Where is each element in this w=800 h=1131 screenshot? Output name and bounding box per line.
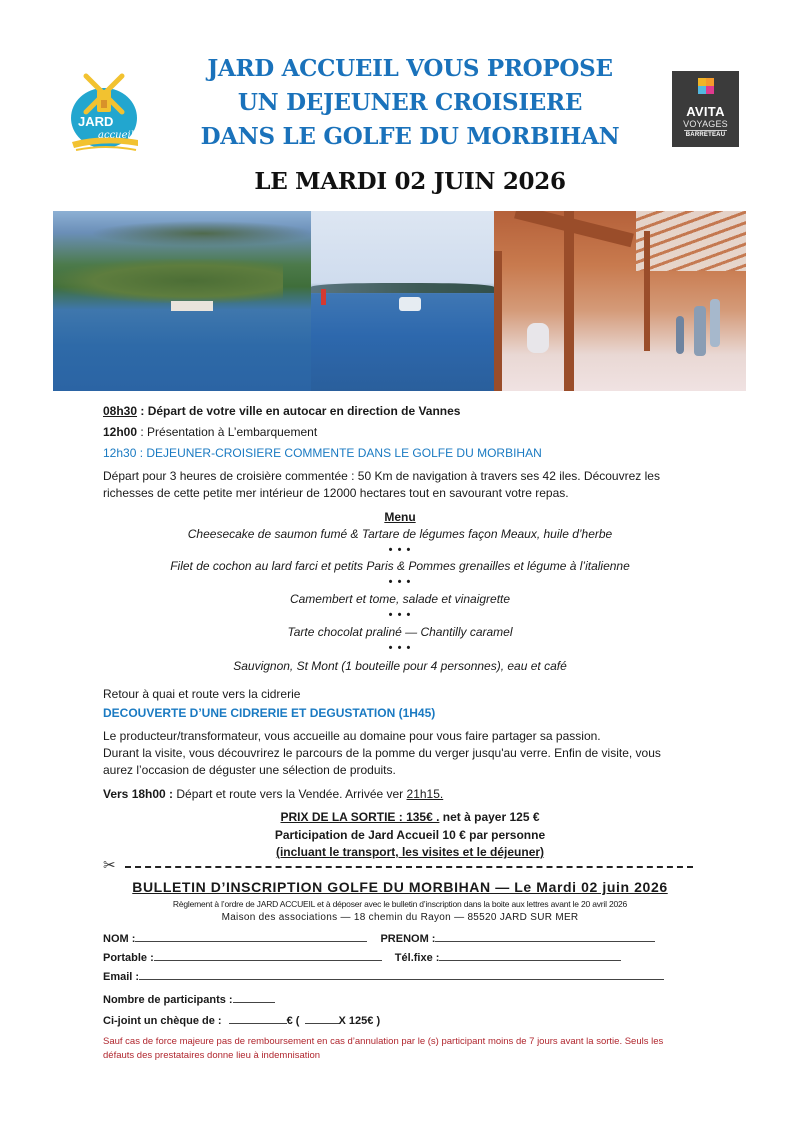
return-text: Retour à quai et route vers la cidrerie — [103, 687, 301, 701]
cruise-description: Départ pour 3 heures de croisière commentée : 50 Km de navigation à travers ses 42 iles. Découvrez les richesses de cette petite mer intérieur de 12000 hectares tout en savourant votre repas. — [103, 469, 660, 500]
participants-field[interactable] — [233, 993, 275, 1003]
title-line-1: JARD ACCUEIL VOUS PROPOSE — [207, 55, 613, 82]
program-time: 12h30 — [103, 446, 137, 460]
menu-separator: • • • — [388, 642, 412, 654]
program-time: 12h00 — [103, 425, 138, 439]
windmill-logo-icon — [66, 68, 144, 154]
avita-word: AVITA — [686, 104, 725, 119]
nom-label: NOM : — [103, 933, 136, 945]
price-line-2: Participation de Jard Accueil 10 € par personne — [274, 828, 546, 842]
program-time: 08h30 — [103, 404, 138, 418]
avita-voyages-logo — [672, 71, 739, 147]
cheque-amount-field[interactable] — [229, 1014, 287, 1024]
dashed-divider — [125, 866, 693, 868]
cancellation-disclaimer: Sauf cas de force majeure pas de remboursement en cas d’annulation par le (s) participant moins de 7 jours avant la sortie. Seuls les défauts des prestataires donne lieu à indemnisation — [103, 1036, 664, 1061]
cheque-currency: € ( — [286, 1015, 300, 1027]
menu-dish: Sauvignon, St Mont (1 bouteille pour 4 personnes), eau et café — [233, 659, 567, 673]
program-text: DEJEUNER-CROISIERE COMMENTE DANS LE GOLFE DU MORBIHAN — [146, 446, 542, 460]
bulletin-address: Maison des associations — 18 chemin du Rayon — 85520 JARD SUR MER — [221, 912, 579, 923]
bulletin-title: BULLETIN D’INSCRIPTION GOLFE DU MORBIHAN — Le Mardi 02 juin 2026 — [132, 879, 668, 895]
return-departure: Vers 18h00 : Départ et route vers la Vendée. Arrivée ver 21h15. — [103, 787, 444, 801]
menu-separator: • • • — [388, 544, 412, 556]
cheque-row — [103, 1014, 380, 1027]
net-price: net à payer 125 € — [439, 810, 540, 824]
email-field[interactable] — [139, 970, 664, 980]
menu-separator: • • • — [388, 609, 412, 621]
jard-accueil-logo — [66, 68, 144, 154]
portable-label: Portable : — [103, 952, 154, 964]
nom-field[interactable] — [135, 932, 367, 942]
menu-title: Menu — [384, 510, 416, 524]
photo-cider-press — [494, 211, 746, 391]
phone-row — [103, 951, 621, 964]
program-item-departure: 08h30 : Départ de votre ville en autocar en direction de Vannes — [103, 404, 461, 418]
nom-prenom-row — [103, 932, 655, 945]
menu-dish: Cheesecake de saumon fumé & Tartare de légumes façon Meaux, huile d’herbe — [187, 527, 613, 541]
participants-row — [103, 993, 275, 1006]
menu-dish: Camembert et tome, salade et vinaigrette — [289, 592, 511, 606]
photo-banner — [53, 211, 746, 391]
cheque-label: Ci-joint un chèque de : — [103, 1015, 222, 1027]
logo-divider — [684, 130, 727, 131]
tel-fixe-label: Tél.fixe : — [394, 952, 440, 964]
cider-paragraph-2: Durant la visite, vous découvrirez le parcours de la pomme du verger jusqu'au verre. Enfin de visite, vous aurez l’occasion de déguster une sélection de produits. — [103, 746, 661, 777]
event-date — [160, 168, 660, 195]
program-item-boarding: 12h00 : Présentation à L’embarquement — [103, 425, 318, 439]
prenom-label: PRENOM : — [380, 933, 436, 945]
program-text: Présentation à L’embarquement — [147, 425, 318, 439]
title-line-2: UN DEJEUNER CROISIERE — [237, 89, 583, 116]
participants-label: Nombre de participants : — [103, 994, 233, 1006]
email-label: Email : — [103, 971, 140, 983]
date-line: LE MARDI 02 JUIN 2026 — [254, 168, 566, 195]
departure-time: Vers 18h00 — [103, 787, 166, 801]
photo-islands — [53, 211, 311, 391]
cheque-multiplier: X 125€ ) — [338, 1015, 381, 1027]
menu-dish: Tarte chocolat praliné — Chantilly caramel — [287, 625, 513, 639]
cider-paragraph-1: Le producteur/transformateur, vous accueille au domaine pour vous faire partager sa passion. — [103, 729, 601, 743]
barreteau-word: BARRETEAU — [685, 132, 726, 138]
menu — [103, 510, 697, 680]
logo-word-jard: JARD — [78, 114, 114, 129]
scissors-icon: ✂ — [103, 857, 116, 874]
page-title — [160, 52, 660, 154]
title-line-3: DANS LE GOLFE DU MORBIHAN — [200, 123, 620, 150]
cut-line — [103, 858, 693, 874]
price-label: PRIX DE LA SORTIE : 135€ . — [280, 810, 440, 824]
cider-heading: DECOUVERTE D’UNE CIDRERIE ET DEGUSTATION (1H45) — [103, 706, 436, 720]
program-item-cruise: 12h30 : DEJEUNER-CROISIERE COMMENTE DANS LE GOLFE DU MORBIHAN — [103, 446, 542, 460]
logo-word-accueil: accueil — [98, 130, 134, 141]
menu-separator: • • • — [388, 576, 412, 588]
photo-cruise-boat — [311, 211, 494, 391]
menu-dish: Filet de cochon au lard farci et petits Paris & Pommes grenailles et légume à l’italienne — [170, 559, 630, 573]
avita-squares-icon — [698, 78, 714, 94]
prenom-field[interactable] — [435, 932, 655, 942]
portable-field[interactable] — [154, 951, 382, 961]
price-line-3: (incluant le transport, les visites et le déjeuner) — [275, 845, 545, 859]
departure-text: Départ et route vers la Vendée. Arrivée ver — [176, 787, 407, 801]
cheque-count-field[interactable] — [305, 1014, 339, 1024]
bulletin-instructions: Règlement à l’ordre de JARD ACCUEIL et à déposer avec le bulletin d’inscription dans la boite aux lettres avant le 20 avril 2026 — [172, 899, 628, 909]
voyages-word: VOYAGES — [683, 119, 728, 129]
tel-fixe-field[interactable] — [439, 951, 621, 961]
price-line-1 — [240, 810, 580, 824]
arrival-time: 21h15. — [406, 787, 444, 801]
email-row — [103, 970, 664, 983]
program-text: Départ de votre ville en autocar en direction de Vannes — [147, 404, 461, 418]
